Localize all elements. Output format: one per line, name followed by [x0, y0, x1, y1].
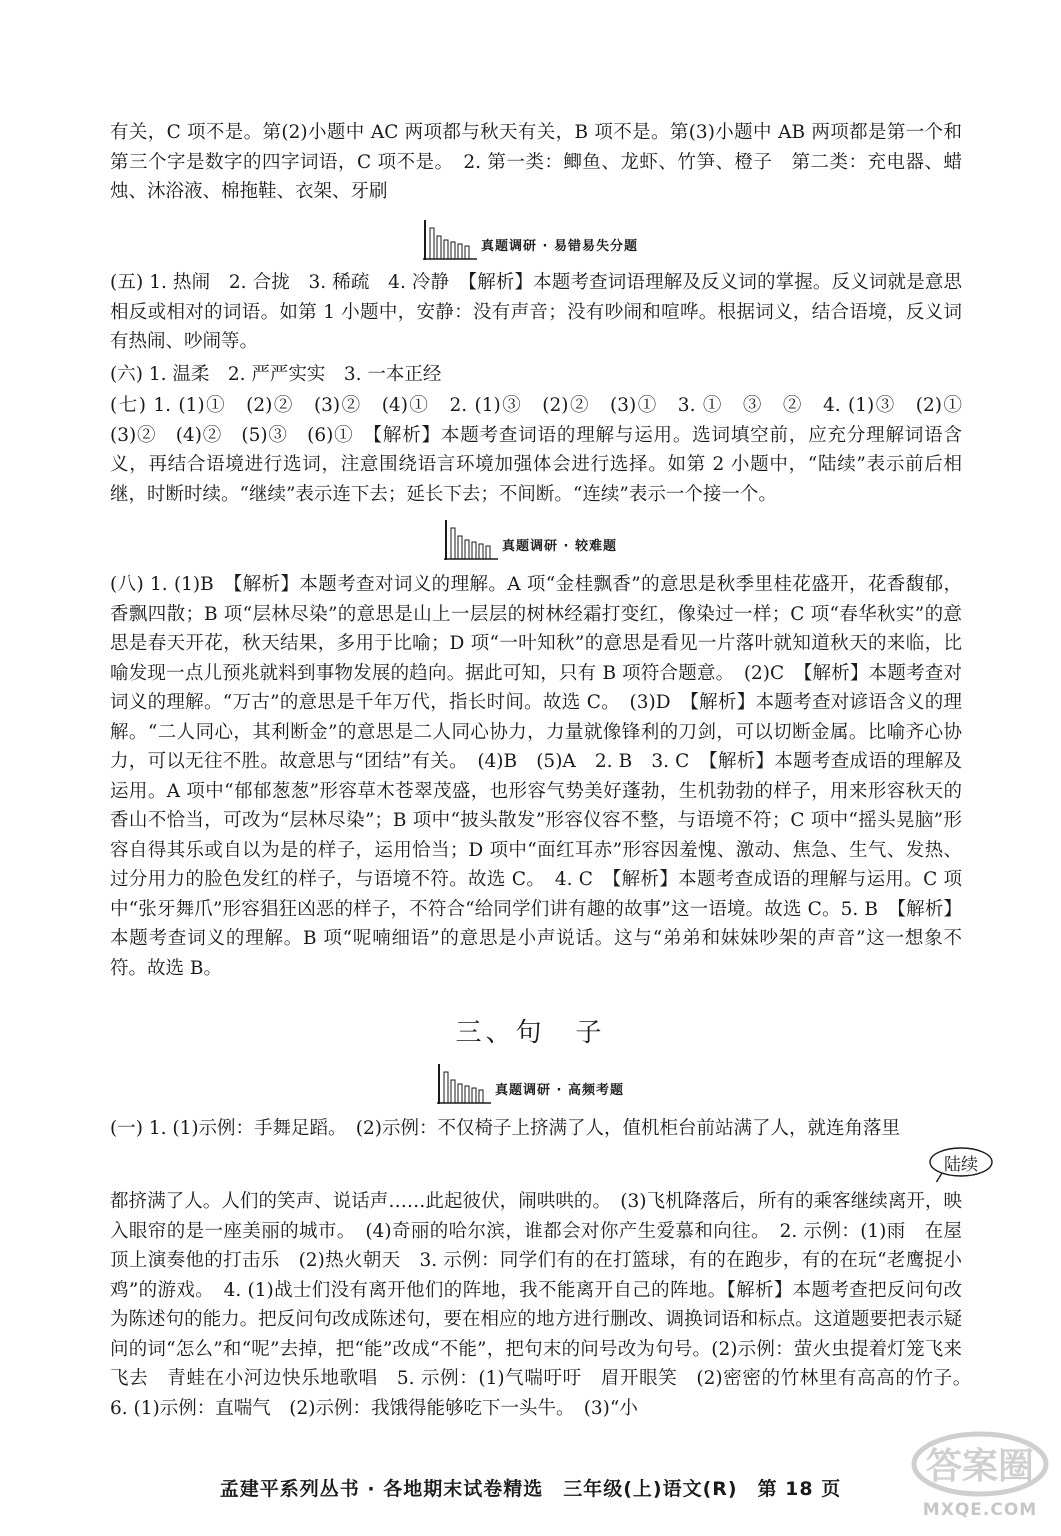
bar-chart-icon [423, 220, 477, 260]
answer-block-5: (五) 1. 热闹 2. 合拢 3. 稀疏 4. 冷静 【解析】本题考查词语理解及反义词的掌握。反义词就是意思相反或相对的词语。如第 1 小题中，安静：没有声音；没有吵闹和喧哗。根据词义，结合语境，反义词有热闹、吵闹等。 [110, 272, 962, 352]
answer-block-6: (六) 1. 温柔 2. 严严实实 3. 一本正经 [110, 364, 442, 385]
answer-block-8: (八) 1. (1)B 【解析】本题考查对词义的理解。A 项“金桂飘香”的意思是秋季里桂花盛开，花香馥郁，香飘四散；B 项“层林尽染”的意思是山上一层层的树林经霜打变红，像染过一样；C 项“春华秋实”的意思是春天开花，秋天结果，多用于比喻；D 项“一叶知秋”的意思是看见一片落叶就知道秋天的来临，比喻发现一点儿预兆就料到事物发展的趋向。据此可知，只有 B 项符合题意。 (2)C 【解析】本题考查对词义的理解。“万古”的意思是千年万代，指长时间。故选 C。 (3)D 【解析】本题考查对谚语含义的理解。“二人同心，其利断金”的意思是二人同心协力，力量就像锋利的刀剑，可以切断金属。比喻齐心协力，可以无往不胜。故意思与“团结”有关。 (4)B (5)A 2. B 3. C 【解析】本题考查成语的理解及运用。A 项中“郁郁葱葱”形容草木苍翠茂盛，也形容气势美好蓬勃，生机勃勃的样子，用来形容秋天的香山不恰当，可改为“层林尽染”；B 项中“披头散发”形容仪容不整，与语境不符；C 项中“摇头晃脑”形容自得其乐或自以为是的样子，运用恰当；D 项中“面红耳赤”形容因羞愧、激动、焦急、生气、发热、过分用力的脸色发红的样子，与语境不符。故选 C。 4. C 【解析】本题考查成语的理解与运用。C 项中“张牙舞爪”形容猖狂凶恶的样子，不符合“给同学们讲有趣的故事”这一语境。故选 C。5. B 【解析】本题考查词义的理解。B 项“呢喃细语”的意思是小声说话。这与“弟弟和妹妹吵架的声音”这一想象不符。故选 B。 [110, 574, 962, 979]
correction-text: 陆续 [944, 1155, 978, 1175]
bar-chart-icon [437, 1064, 491, 1104]
watermark-text: 答案圈 [925, 1446, 1035, 1487]
answer-paragraph-continued: 有关，C 项不是。第(2)小题中 AC 两项都与秋天有关，B 项不是。第(3)小题中 AB 两项都是第一个和第三个字是数字的四字词语，C 项不是。 2. 第一类：鲫鱼、龙虾、竹笋、橙子 第二类：充电器、蜡烛、沐浴液、棉拖鞋、衣架、牙刷 [110, 122, 962, 202]
chapter-title: 三、句 子 [455, 1018, 606, 1048]
section-label: 真题调研 · 较难题 [502, 539, 617, 554]
watermark-logo-icon [906, 1430, 1054, 1502]
section-header-error-prone [0, 214, 1061, 260]
section-label: 真题调研 · 高频考题 [495, 1083, 624, 1098]
watermark [906, 1430, 1054, 1526]
section-header-high-frequency [0, 1058, 1061, 1104]
page-footer: 孟建平系列丛书 · 各地期末试卷精选 三年级(上)语文(R) 第 18 页 [219, 1478, 842, 1500]
answer-block-sentence-2: 都挤满了人。人们的笑声、说话声……此起彼伏，闹哄哄的。 (3)飞机降落后，所有的乘客继续离开，映入眼帘的是一座美丽的城市。 (4)奇丽的哈尔滨，谁都会对你产生爱慕和向往。 2. 示例：(1)雨 在屋顶上演奏他的打击乐 (2)热火朝天 3. 示例：同学们有的在打篮球，有的在跑步，有的在玩“老鹰捉小鸡”的游戏。 4. (1)战士们没有离开他们的阵地，我不能离开自己的阵地。【解析】本题考查把反问句改为陈述句的能力。把反问句改成陈述句，要在相应的地方进行删改、调换词语和标点。这道题要把表示疑问的词“怎么”和“呢”去掉，把“能”改成“不能”，把句末的问号改为句号。(2)示例：萤火虫提着灯笼飞来飞去 青蛙在小河边快乐地歌唱 5. 示例：(1)气喘吁吁 眉开眼笑 (2)密密的竹林里有高高的竹子。 6. (1)示例：直喘气 (2)示例：我饿得能够吃下一头牛。 (3)“小 [110, 1191, 981, 1419]
handwritten-correction [928, 1146, 994, 1182]
bar-chart-icon [444, 520, 498, 560]
watermark-url: MXQE.COM [922, 1500, 1038, 1520]
answer-block-sentence-1: (一) 1. (1)示例：手舞足蹈。 (2)示例：不仅椅子上挤满了人，值机柜台前站满了人，就连角落里 [110, 1118, 901, 1139]
section-label: 真题调研 · 易错易失分题 [481, 239, 638, 254]
section-header-difficult [0, 514, 1061, 560]
answer-block-7: (七) 1. (1)① (2)② (3)② (4)① 2. (1)③ (2)② (3)① 3. ① ③ ② 4. (1)③ (2)① (3)② (4)② (5)③ (6)① 【解析】本题考查词语的理解与运用。选词填空前，应充分理解词语含义，再结合语境进行选词，注意围绕语言环境加强体会进行选择。如第 2 小题中，“陆续”表示前后相继，时断时续。“继续”表示连下去；延长下去；不间断。“连续”表示一个接一个。 [110, 395, 981, 505]
